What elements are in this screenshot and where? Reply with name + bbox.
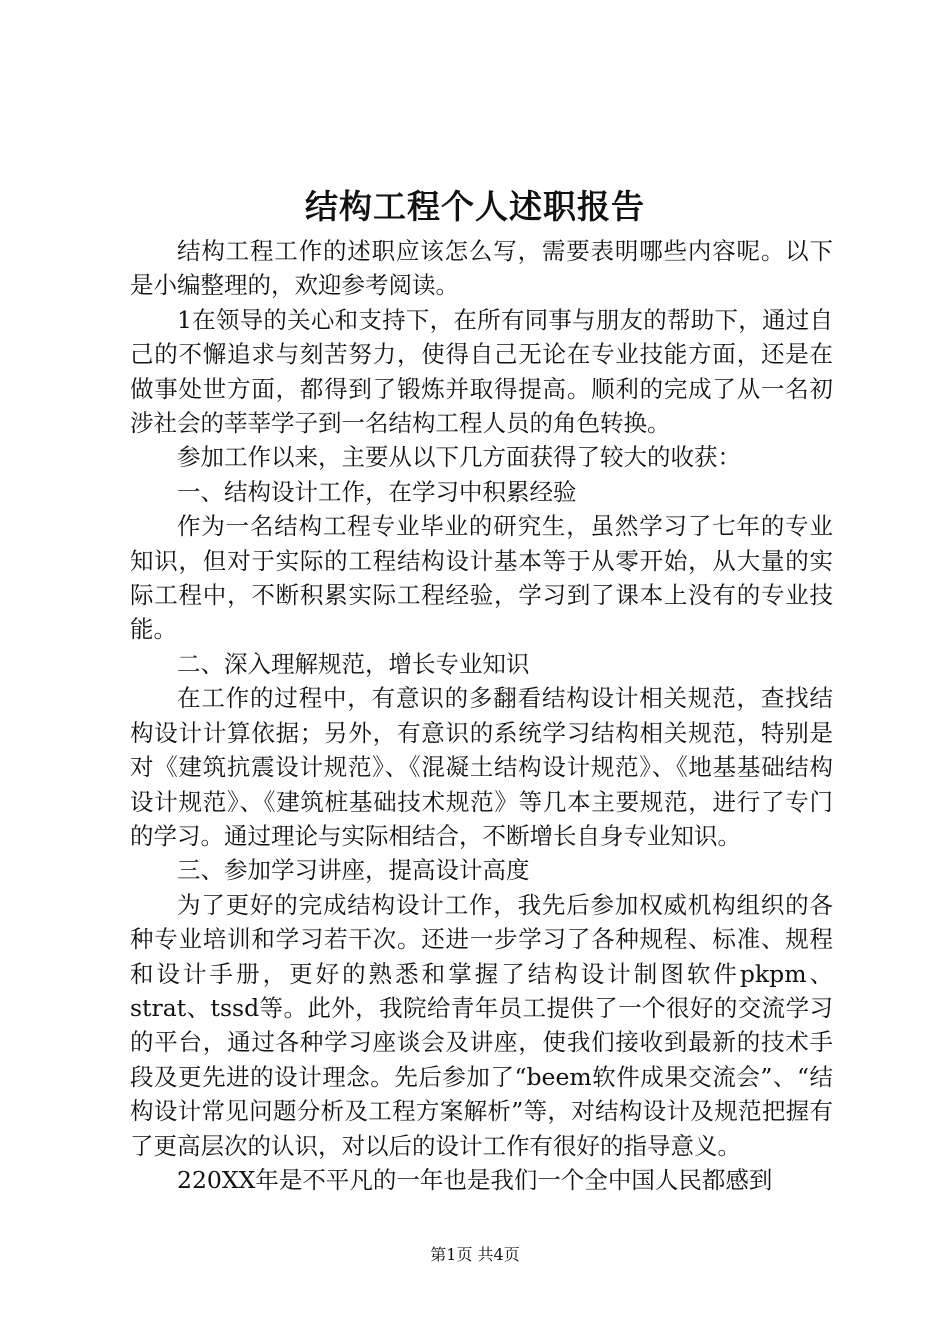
paragraph-intro: 结构工程工作的述职应该怎么写，需要表明哪些内容呢。以下是小编整理的，欢迎参考阅读。	[130, 237, 833, 300]
paragraph-2: 参加工作以来，主要从以下几方面获得了较大的收获：	[177, 443, 741, 472]
paragraph-5: 为了更好的完成结构设计工作，我先后参加权威机构组织的各种专业培训和学习若干次。还进一步学习了各种规程、标准、规程和设计手册，更好的熟悉和掌握了结构设计制图软件pkpm、strat、tssd等。此外，我院给青年员工提供了一个很好的交流学习的平台，通过各种学习座谈会及讲座，使我们接收到最新的技术手段及更先进的设计理念。先后参加了“beem软件成果交流会”、“结构设计常见问题分析及工程方案解析”等，对结构设计及规范把握有了更高层次的认识，对以后的设计工作有很好的指导意义。	[130, 890, 833, 1160]
paragraph-6: 220XX年是不平凡的一年也是我们一个全中国人民都感到	[177, 1165, 773, 1194]
document-title: 结构工程个人述职报告	[305, 187, 645, 226]
section-heading-2: 二、深入理解规范，增长专业知识	[177, 649, 530, 678]
page-footer: 第1页 共4页	[430, 1245, 520, 1264]
paragraph-3: 作为一名结构工程专业毕业的研究生，虽然学习了七年的专业知识，但对于实际的工程结构设计基本等于从零开始，从大量的实际工程中，不断积累实际工程经验，学习到了课本上没有的专业技能。	[130, 512, 833, 644]
section-heading-1: 一、结构设计工作，在学习中积累经验	[177, 477, 577, 506]
paragraph-1: 1在领导的关心和支持下，在所有同事与朋友的帮助下，通过自己的不懈追求与刻苦努力，使得自己无论在专业技能方面，还是在做事处世方面，都得到了锻炼并取得提高。顺利的完成了从一名初涉社会的莘莘学子到一名结构工程人员的角色转换。	[130, 305, 833, 438]
paragraph-4: 在工作的过程中，有意识的多翻看结构设计相关规范，查找结构设计计算依据；另外，有意识的系统学习结构相关规范，特别是对《建筑抗震设计规范》、《混凝土结构设计规范》、《地基基础结构设计规范》、《建筑桩基础技术规范》等几本主要规范，进行了专门的学习。通过理论与实际相结合，不断增长自身专业知识。	[130, 684, 833, 850]
document-body	[130, 234, 833, 1197]
section-heading-3: 三、参加学习讲座，提高设计高度	[177, 856, 530, 885]
